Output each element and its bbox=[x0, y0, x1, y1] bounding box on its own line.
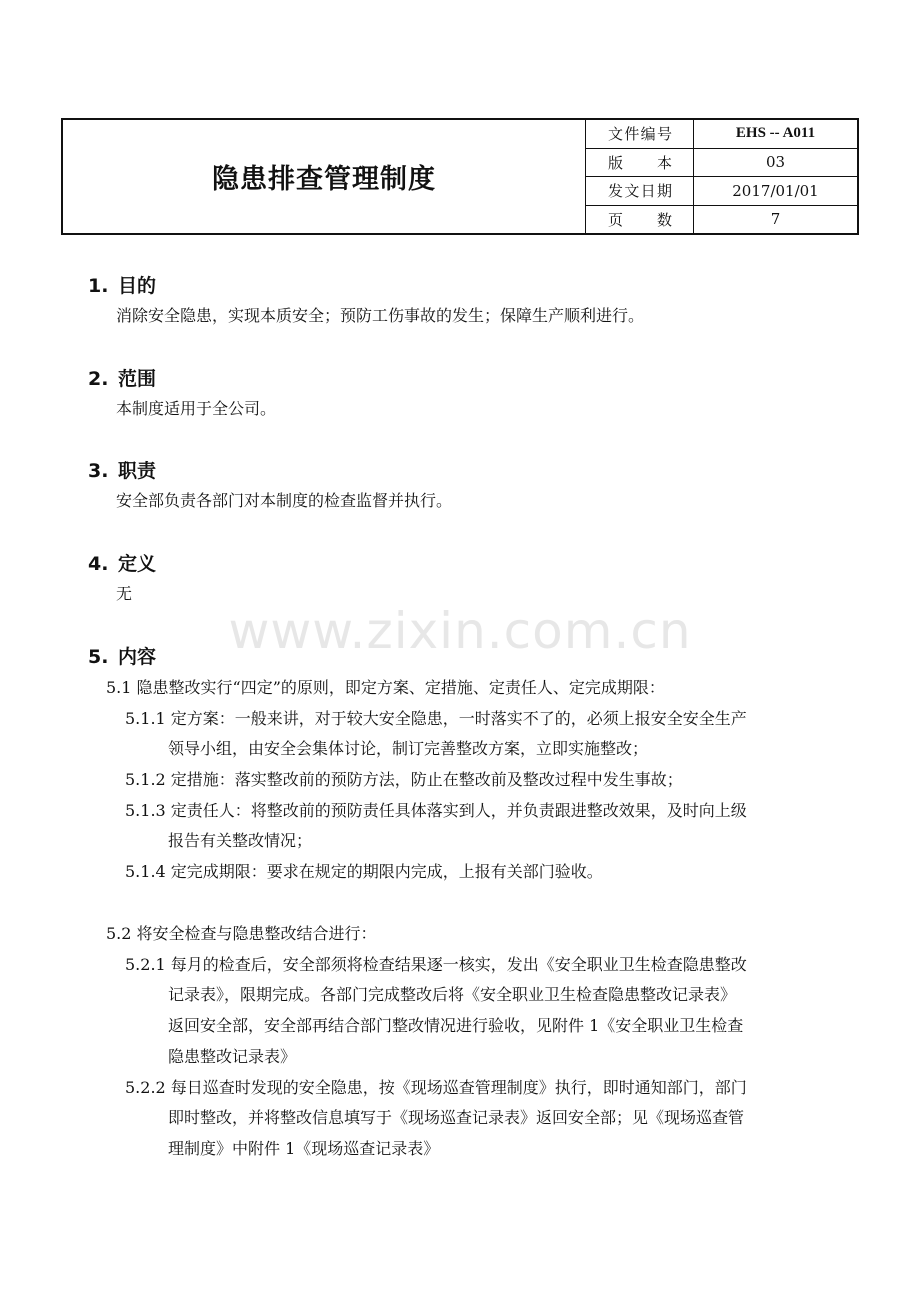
meta-label: 文件编号 bbox=[608, 125, 672, 144]
meta-row-version bbox=[586, 149, 857, 178]
meta-label: 页数 bbox=[608, 210, 672, 229]
section-heading-responsibility: 3. 职责 bbox=[88, 460, 157, 482]
meta-value: EHS -- A011 bbox=[735, 125, 816, 142]
section-body-purpose: 消除安全隐患，实现本质安全；预防工伤事故的发生；保障生产顺利进行。 bbox=[116, 306, 645, 325]
clause-5-2-2: 5.2.2 每日巡查时发现的安全隐患，按《现场巡查管理制度》执行，即时通知部门，部门 bbox=[125, 1078, 747, 1097]
clause-5-1-1-cont: 领导小组，由安全会集体讨论，制订完善整改方案，立即实施整改； bbox=[168, 739, 649, 758]
clause-5-2-2-cont: 理制度》中附件 1《现场巡查记录表》 bbox=[168, 1139, 440, 1158]
clause-5-1-3: 5.1.3 定责任人：将整改前的预防责任具体落实到人，并负责跟进整改效果，及时向上级 bbox=[125, 801, 747, 820]
clause-5-1-4: 5.1.4 定完成期限：要求在规定的期限内完成，上报有关部门验收。 bbox=[125, 862, 603, 881]
watermark: www.zixin.com.cn bbox=[228, 602, 692, 660]
section-body-definition: 无 bbox=[116, 584, 133, 603]
meta-row-issue-date bbox=[586, 177, 857, 206]
section-body-responsibility: 安全部负责各部门对本制度的检查监督并执行。 bbox=[116, 491, 453, 510]
section-heading-content: 5. 内容 bbox=[88, 646, 157, 668]
clause-5-2-1-cont: 返回安全部，安全部再结合部门整改情况进行验收，见附件 1《安全职业卫生检查 bbox=[168, 1016, 744, 1035]
section-heading-definition: 4. 定义 bbox=[88, 553, 157, 575]
clause-5-1-3-cont: 报告有关整改情况； bbox=[168, 831, 313, 850]
document-header-table bbox=[61, 118, 859, 235]
clause-5-2-1: 5.2.1 每月的检查后，安全部须将检查结果逐一核实，发出《安全职业卫生检查隐患整改 bbox=[125, 955, 747, 974]
section-heading-scope: 2. 范围 bbox=[88, 368, 157, 390]
meta-value: 03 bbox=[765, 153, 786, 172]
meta-row-doc-number bbox=[586, 120, 857, 149]
clause-5-2: 5.2 将安全检查与隐患整改结合进行： bbox=[106, 924, 377, 943]
clause-5-2-1-cont: 记录表》，限期完成。各部门完成整改后将《安全职业卫生检查隐患整改记录表》 bbox=[168, 985, 737, 1004]
meta-label: 版本 bbox=[608, 153, 672, 172]
clause-5-1: 5.1 隐患整改实行“四定”的原则，即定方案、定措施、定责任人、定完成期限： bbox=[106, 678, 665, 697]
meta-value: 2017/01/01 bbox=[732, 181, 819, 200]
clause-5-1-2: 5.1.2 定措施：落实整改前的预防方法，防止在整改前及整改过程中发生事故； bbox=[125, 770, 683, 789]
document-meta-grid bbox=[586, 120, 857, 233]
meta-label: 发文日期 bbox=[608, 182, 672, 201]
section-heading-purpose: 1. 目的 bbox=[88, 275, 157, 297]
document-title: 隐患排查管理制度 bbox=[63, 120, 586, 233]
clause-5-1-1: 5.1.1 定方案：一般来讲，对于较大安全隐患，一时落实不了的，必须上报安全安全生产 bbox=[125, 709, 747, 728]
meta-value: 7 bbox=[770, 210, 781, 229]
meta-row-page-count bbox=[586, 206, 857, 234]
clause-5-2-1-cont: 隐患整改记录表》 bbox=[168, 1047, 297, 1066]
section-body-scope: 本制度适用于全公司。 bbox=[116, 399, 277, 418]
clause-5-2-2-cont: 即时整改，并将整改信息填写于《现场巡查记录表》返回安全部；见《现场巡查管 bbox=[168, 1108, 745, 1127]
